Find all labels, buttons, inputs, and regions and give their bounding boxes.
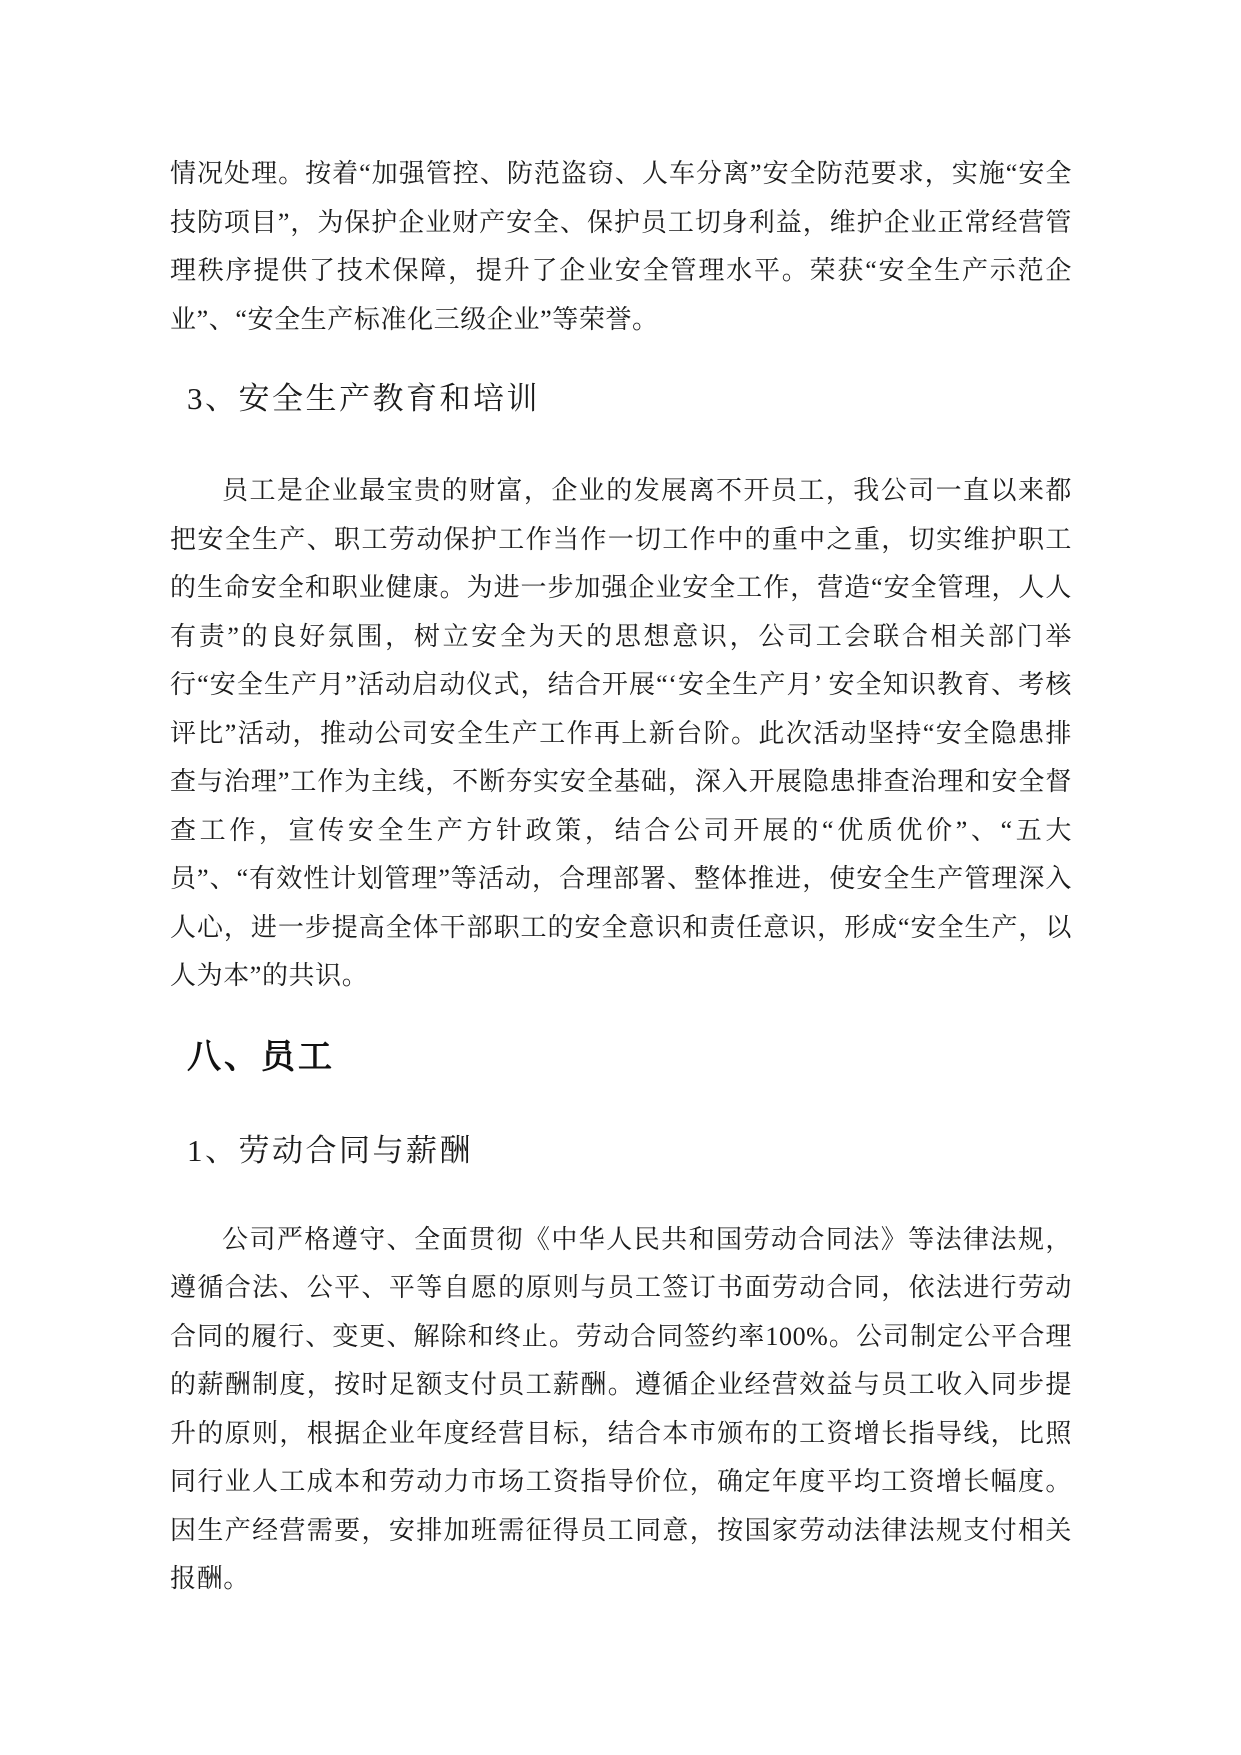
section8-subsection1-paragraph: 公司严格遵守、全面贯彻《中华人民共和国劳动合同法》等法律法规，遵循合法、公平、平等自愿的原则与员工签订书面劳动合同，依法进行劳动合同的履行、变更、解除和终止。劳动合同签约率100%。公司制定公平合理的薪酬制度，按时足额支付员工薪酬。遵循企业经营效益与员工收入同步提升的原则，根据企业年度经营目标，结合本市颁布的工资增长指导线，比照同行业人工成本和劳动力市场工资指导价位，确定年度平均工资增长幅度。因生产经营需要，安排加班需征得员工同意，按国家劳动法律法规支付相关报酬。 xyxy=(170,1224,1072,1593)
section8-heading: 八、员工 xyxy=(187,1037,335,1076)
page-content xyxy=(170,0,1072,1604)
continuation-paragraph: 情况处理。按着“加强管控、防范盗窃、人车分离”安全防范要求，实施“安全技防项目”，为保护企业财产安全、保护员工切身利益，维护企业正常经营管理秩序提供了技术保障，提升了企业安全管理水平。荣获“安全生产示范企业”、“安全生产标准化三级企业”等荣誉。 xyxy=(170,159,1072,334)
section3-paragraph: 员工是企业最宝贵的财富，企业的发展离不开员工，我公司一直以来都把安全生产、职工劳动保护工作当作一切工作中的重中之重，切实维护职工的生命安全和职业健康。为进一步加强企业安全工作，营造“安全管理，人人有责”的良好氛围，树立安全为天的思想意识，公司工会联合相关部门举行“安全生产月”活动启动仪式，结合开展“‘安全生产月’ 安全知识教育、考核评比”活动，推动公司安全生产工作再上新台阶。此次活动坚持“安全隐患排查与治理”工作为主线，不断夯实安全基础，深入开展隐患排查治理和安全督查工作，宣传安全生产方针政策，结合公司开展的“优质优价”、“五大员”、“有效性计划管理”等活动，合理部署、整体推进，使安全生产管理深入人心，进一步提高全体干部职工的安全意识和责任意识，形成“安全生产，以人为本”的共识。 xyxy=(170,476,1072,990)
section8-subsection1-heading: 1、劳动合同与薪酬 xyxy=(187,1132,473,1168)
section3-heading: 3、安全生产教育和培训 xyxy=(187,381,540,416)
